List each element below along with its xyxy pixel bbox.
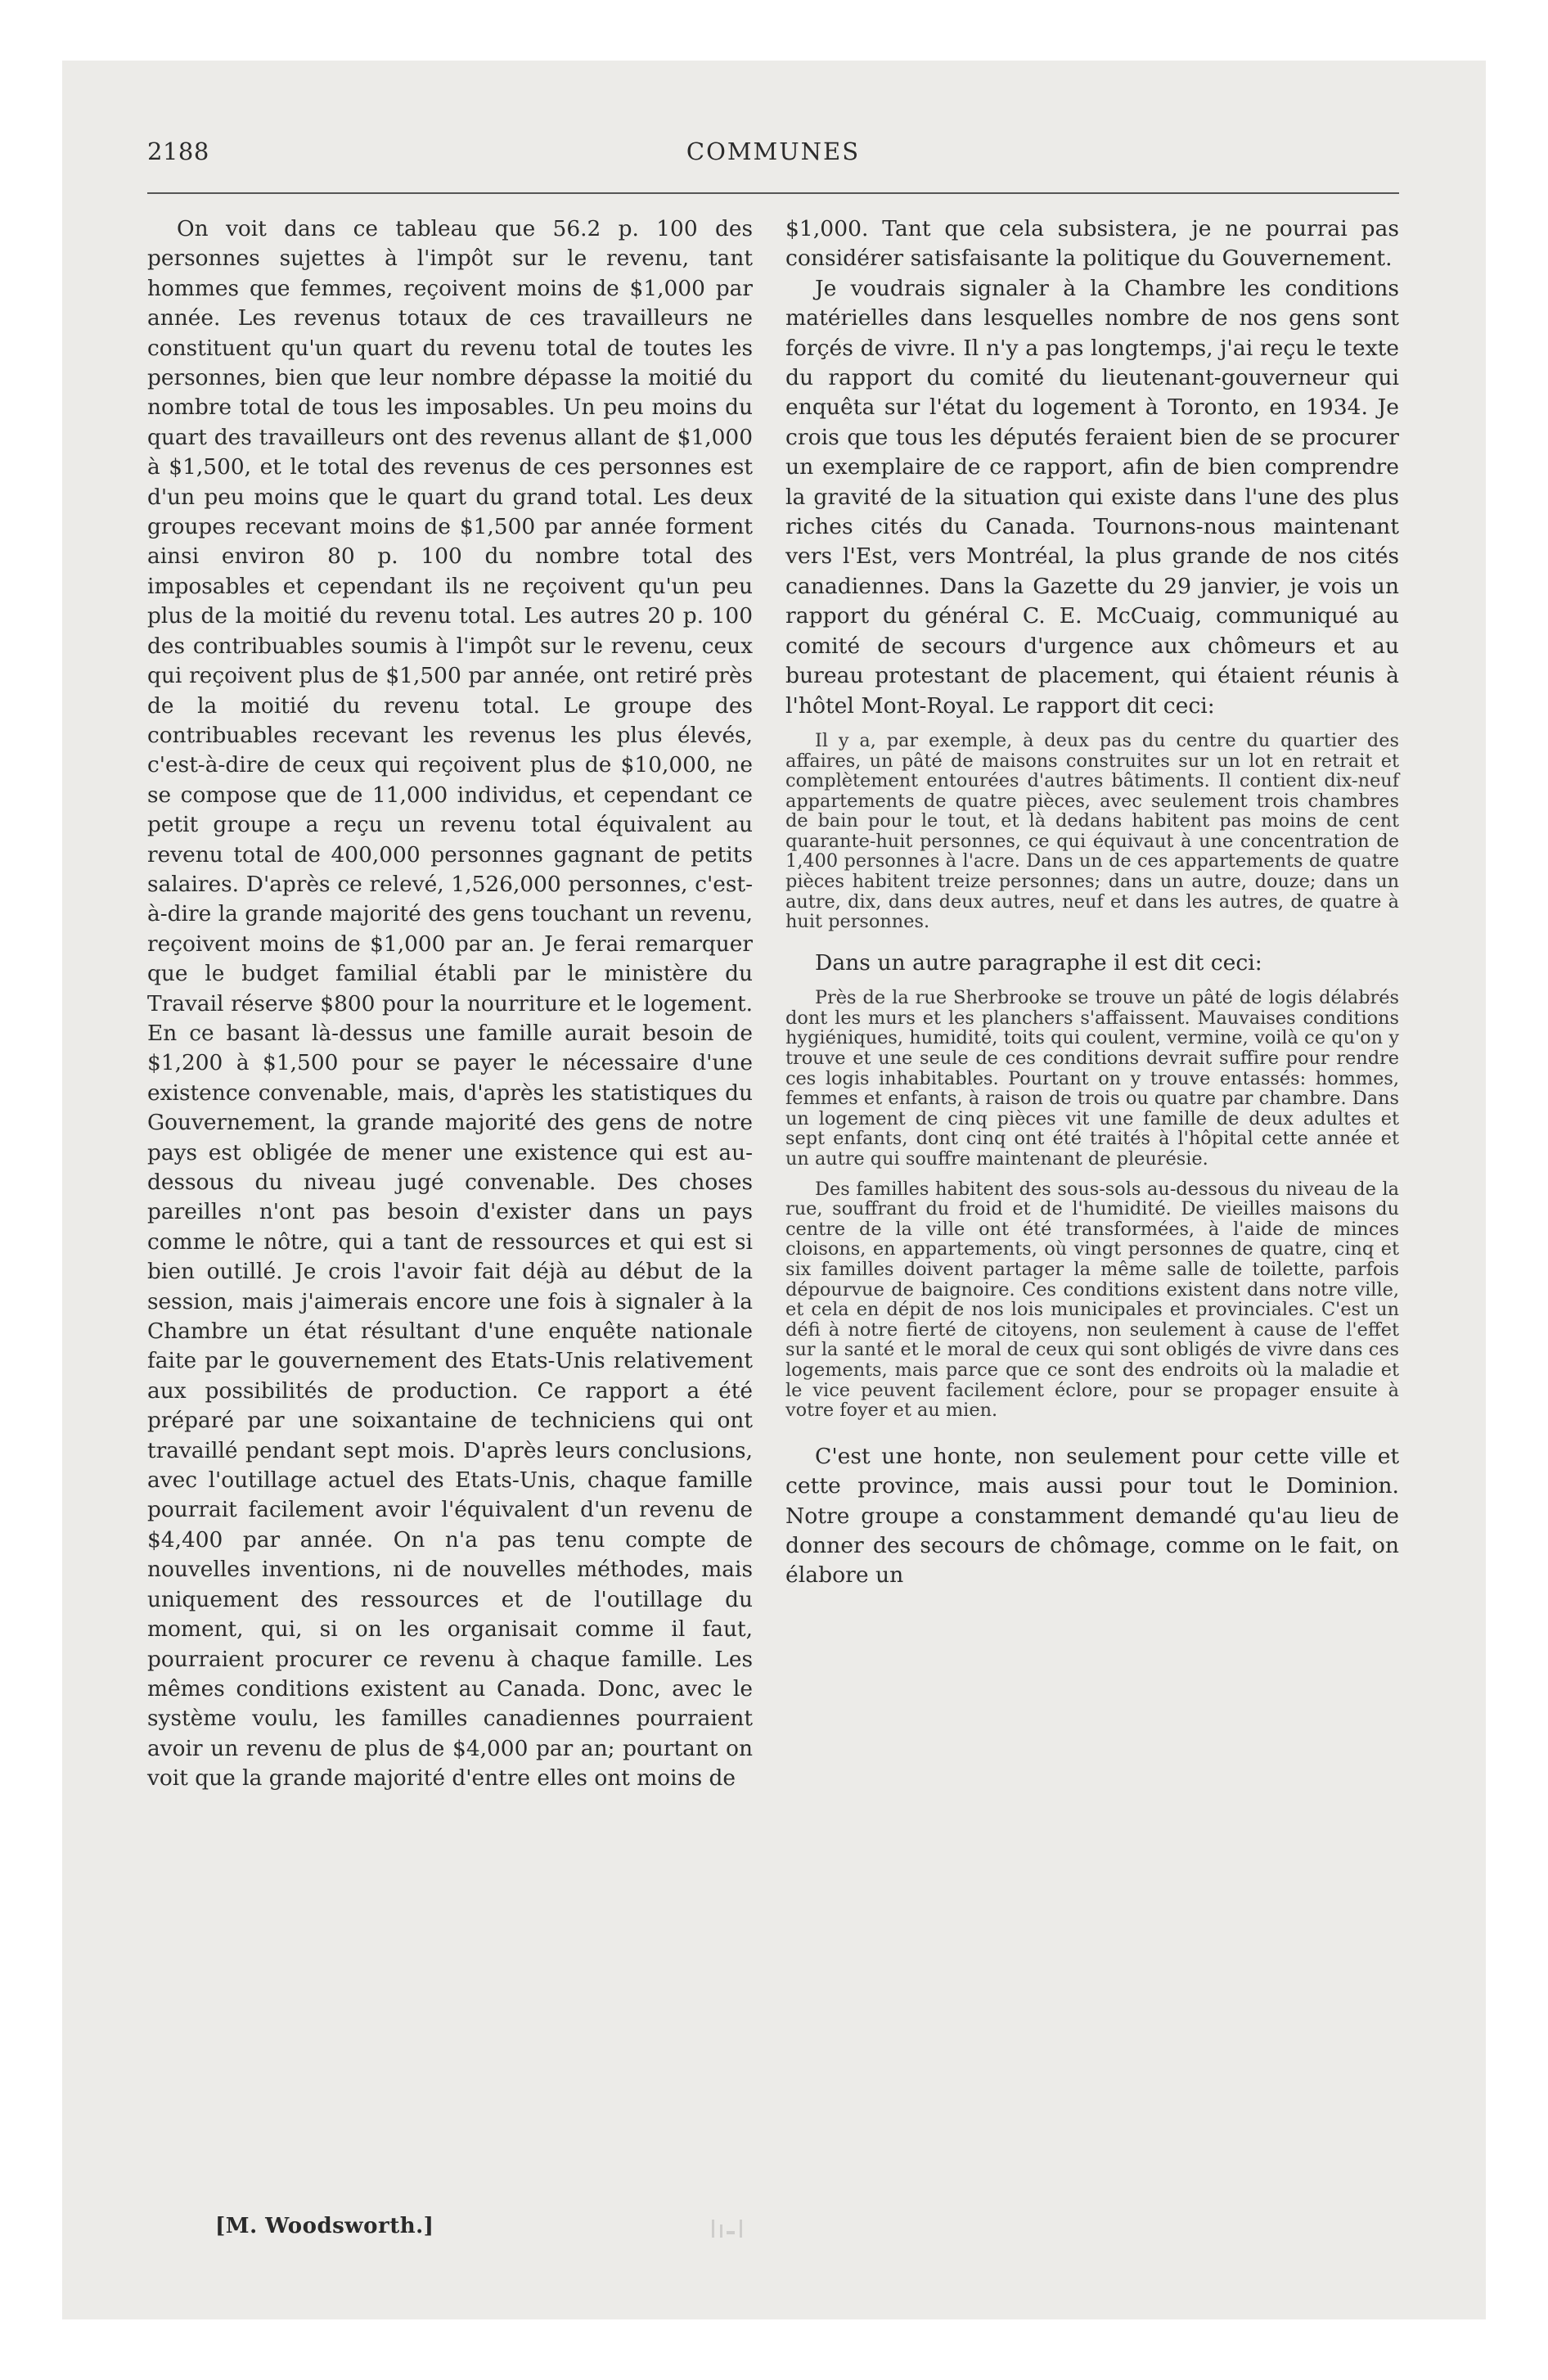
speaker-attribution: [M. Woodsworth.] — [215, 2214, 434, 2238]
running-head: COMMUNES — [686, 137, 861, 165]
right-column — [785, 214, 1399, 1591]
quote-block-2: Près de la rue Sherbrooke se trouve un pâté de logis délabrés dont les murs et les planchers s'affaissent. Mauvaises conditions hygiéniques, humidité, toits qui coulent, vermine, voilà ce qu'on y trouve et une seule de ces conditions devrait suffire pour rendre ces logis inhabitables. Pourtant on y trouve entassés: hommes, femmes et enfants, à raison de trois ou quatre par chambre. Dans un logement de cinq pièces vit une famille de deux adultes et sept enfants, dont cinq ont été traités à l'hôpital cette année et un autre qui souffre maintenant de pleurésie. — [785, 987, 1399, 1170]
quote-block-3: Des familles habitent des sous-sols au-dessous du niveau de la rue, souffrant du froid et de l'humidité. De vieilles maisons du centre de la ville ont été transformées, à l'aide de minces cloisons, en appartements, où vingt personnes de quatre, cinq et six familles doivent partager la même salle de toilette, parfois dépourvue de baignoire. Ces conditions existent dans notre ville, et cela en dépit de nos lois municipales et provinciales. C'est un défi à notre fierté de citoyens, non seulement à cause de l'effet sur la santé et le moral de ceux qui sont obligés de vivre dans ces logements, mais parce que ce sont des endroits où la maladie et le vice peuvent facilement éclore, pour se propager ensuite à votre foyer et au mien. — [785, 1178, 1399, 1422]
right-paragraph-2: Je voudrais signaler à la Chambre les conditions matérielles dans lesquelles nombre de nos gens sont forçés de vivre. Il n'y a pas longtemps, j'ai reçu le texte du rapport du comité du lieutenant-gouverneur qui enquêta sur l'état du logement à Toronto, en 1934. Je crois que tous les députés feraient bien de se procurer un exemplaire de ce rapport, afin de bien comprendre la gravité de la situation qui existe dans l'une des plus riches cités du Canada. Tournons-nous maintenant vers l'Est, vers Montréal, la plus grande de nos cités canadiennes. Dans la Gazette du 29 janvier, je vois un rapport du général C. E. McCuaig, communiqué au comité de secours d'urgence aux chômeurs et au bureau protestant de placement, qui étaient réunis à l'hôtel Mont-Royal. Le rapport dit ceci: — [785, 275, 1399, 719]
right-paragraph-4: C'est une honte, non seulement pour cette ville et cette province, mais aussi pour tout le Dominion. Notre groupe a constamment demandé qu'au lieu de donner des secours de chômage, comme on le fait, on élabore un — [785, 1443, 1399, 1589]
spacer — [785, 1421, 1399, 1442]
page-header — [147, 137, 1399, 175]
spacer — [785, 932, 1399, 949]
print-smudge — [709, 2216, 746, 2241]
page-number: 2188 — [147, 137, 209, 165]
left-column — [147, 214, 753, 1794]
left-paragraph-1: On voit dans ce tableau que 56.2 p. 100 des personnes sujettes à l'impôt sur le revenu, tant hommes que femmes, reçoivent moins de $1,000 par année. Les revenus totaux de ces travailleurs ne constituent qu'un quart du revenu total de toutes les personnes, bien que leur nombre dépasse la moitié du nombre total de tous les imposables. Un peu moins du quart des travailleurs ont des revenus allant de $1,000 à $1,500, et le total des revenus de ces personnes est d'un peu moins que le quart du grand total. Les deux groupes recevant moins de $1,500 par année forment ainsi environ 80 p. 100 du nombre total des imposables et cependant ils ne reçoivent qu'un peu plus de la moitié du revenu total. Les autres 20 p. 100 des contribuables soumis à l'impôt sur le revenu, ceux qui reçoivent plus de $1,500 par année, ont retiré près de la moitié du revenu total. Le groupe des contribuables recevant les revenus les plus élevés, c'est-à-dire de ceux qui reçoivent plus de $10,000, ne se compose que de 11,000 individus, et cependant ce petit groupe a reçu un revenu total équivalent au revenu total de 400,000 personnes gagnant de petits salaires. D'après ce relevé, 1,526,000 personnes, c'est-à-dire la grande majorité des gens touchant un revenu, reçoivent moins de $1,000 par an. Je ferai remarquer que le budget familial établi par le ministère du Travail réserve $800 pour la nourriture et le logement. En ce basant là-dessus une famille aurait besoin de $1,200 à $1,500 pour se payer le nécessaire d'une existence convenable, mais, d'après les statistiques du Gouvernement, la grande majorité des gens de notre pays est obligée de mener une existence qui est au-dessous du niveau jugé convenable. Des choses pareilles n'ont pas besoin d'exister dans un pays comme le nôtre, qui a tant de ressources et qui est si bien outillé. Je crois l'avoir fait déjà au début de la session, mais j'aimerais encore une fois à signaler à la Chambre un état résultant d'une enquête nationale faite par le gouvernement des Etats-Unis relativement aux possibilités de production. Ce rapport a été préparé par une soixantaine de techniciens qui ont travaillé pendant sept mois. D'après leurs conclusions, avec l'outillage actuel des Etats-Unis, chaque famille pourrait facilement avoir l'équivalent d'un revenu de $4,400 par année. On n'a pas tenu compte de nouvelles inventions, ni de nouvelles méthodes, mais uniquement des ressources et de l'outillage du moment, qui, si on les organisait comme il faut, pourraient procurer ce revenu à chaque famille. Les mêmes conditions existent au Canada. Donc, avec le système voulu, les familles canadiennes pourraient avoir un revenu de plus de $4,000 par an; pourtant on voit que la grande majorité d'entre elles ont moins de — [147, 216, 753, 1792]
header-rule — [147, 192, 1399, 194]
right-paragraph-1: $1,000. Tant que cela subsistera, je ne pourrai pas considérer satisfaisante la politique du Gouvernement. — [785, 216, 1399, 272]
quote-block-1: Il y a, par exemple, à deux pas du centre du quartier des affaires, un pâté de maisons construites sur un lot en retrait et complètement entourées d'autres bâtiments. Il contient dix-neuf appartements de quatre pièces, avec seulement trois chambres de bain pour le tout, et là dedans habitent pas moins de cent quarante-huit personnes, ce qui équivaut à une concentration de 1,400 personnes à l'acre. Dans un de ces appartements de quatre pièces habitent treize personnes; dans un autre, douze; dans un autre, dix, dans deux autres, neuf et dans les autres, de quatre à huit personnes. — [785, 729, 1399, 933]
spacer — [785, 1170, 1399, 1179]
right-paragraph-3: Dans un autre paragraphe il est dit ceci: — [815, 949, 1262, 976]
